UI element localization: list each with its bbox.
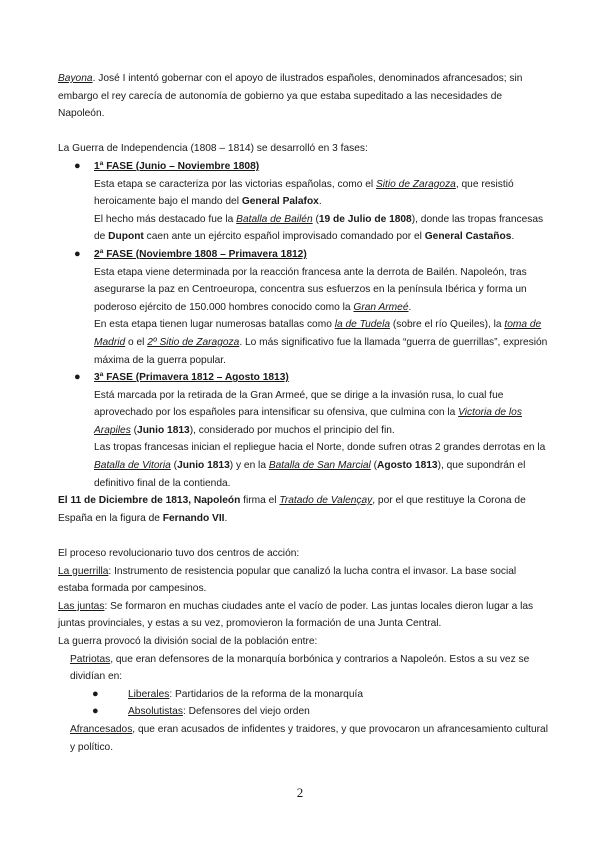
bullet-icon: ● <box>92 687 99 700</box>
intro-paragraph: Bayona. José I intentó gobernar con el apoyo de ilustrados españoles, denominados afrancesados; sin embargo el rey carecía de autonomía de gobierno ya que estaba supeditado a las necesidades de Napoleón. <box>58 73 523 120</box>
phase3-heading: 3ª FASE (Primavera 1812 – Agosto 1813) <box>94 372 289 384</box>
phase1-paragraph1: Esta etapa se caracteriza por las victorias españolas, como el Sitio de Zaragoza, que resistió heroicamente bajo el mando del General Palafox. <box>94 178 514 208</box>
page-content <box>58 70 548 756</box>
phase2-paragraph2: En esta etapa tienen lugar numerosas batallas como la de Tudela (sobre el río Queiles), la toma de Madrid o el 2º Sitio de Zaragoza. Lo más significativo fue la llamada “guerra de guerrillas”, expresión máxima de la guerra popular. <box>94 319 548 366</box>
phase2-body <box>58 264 548 370</box>
treaty-paragraph: El 11 de Diciembre de 1813, Napoleón firma el Tratado de Valençay, por el que restituye la Corona de España en la figura de Fernando VII. <box>58 495 526 524</box>
tratado-valencay-link[interactable]: Tratado de Valençay <box>279 495 373 507</box>
phase3-bullet <box>58 369 548 387</box>
guerrilla-term: La guerrilla <box>58 565 109 577</box>
liberales-item: ● Liberales: Partidarios de la reforma de la monarquía <box>58 686 548 704</box>
liberales-term: Liberales <box>128 688 170 700</box>
phase3-body <box>58 387 548 493</box>
batalla-bailen-link[interactable]: Batalla de Bailén <box>236 213 313 225</box>
tudela-link[interactable]: la de Tudela <box>334 319 391 331</box>
batalla-vitoria-link[interactable]: Batalla de Vitoria <box>94 460 171 472</box>
patriotas-paragraph: Patriotas, que eran defensores de la monarquía borbónica y contrarios a Napoleón. Estos a su vez se dividían en: <box>70 653 530 683</box>
gran-armee-link[interactable]: Gran Armeé <box>353 301 409 313</box>
phase2-bullet <box>58 246 548 264</box>
guerrilla-paragraph: La guerrilla: Instrumento de resistencia popular que canalizó la lucha contra el invasor. La base social estaba formada por campesinos. <box>58 565 517 595</box>
absolutistas-item: ● Absolutistas: Defensores del viejo orden <box>58 703 548 721</box>
afrancesados-term: Afrancesados <box>70 723 133 735</box>
batalla-san-marcial-link[interactable]: Batalla de San Marcial <box>268 460 371 472</box>
patriotas-term: Patriotas <box>70 653 111 665</box>
bullet-icon: ● <box>92 705 99 718</box>
bullet-icon: ● <box>74 371 81 384</box>
phase3-paragraph1: Está marcada por la retirada de la Gran Armeé, que se dirige a la invasión rusa, lo cual fue aprovechado por los españoles para intensificar su ofensiva, que culmina con la Victoria de los Arapiles (Junio 1813), considerado por muchos el principio del fin. <box>94 389 522 436</box>
revolution-intro: El proceso revolucionario tuvo dos centros de acción: <box>58 548 300 560</box>
war-intro: La Guerra de Independencia (1808 – 1814) se desarrolló en 3 fases: <box>58 143 368 155</box>
victoria-arapiles-link[interactable]: Victoria de los Arapiles <box>94 407 522 436</box>
division-paragraph: La guerra provocó la división social de la población entre: <box>58 636 318 647</box>
page-number: 2 <box>296 785 304 800</box>
phase2-heading: 2ª FASE (Noviembre 1808 – Primavera 1812) <box>94 248 307 260</box>
absolutistas-term: Absolutistas <box>128 706 183 718</box>
juntas-paragraph: Las juntas: Se formaron en muchas ciudades ante el vacío de poder. Las juntas locales dieron lugar a las juntas provinciales, y estas a su vez, promovieron la formación de una Junta Central. <box>58 600 534 630</box>
toma-madrid-link[interactable]: toma de Madrid <box>94 319 542 348</box>
phase3-paragraph2: Las tropas francesas inician el repliegue hacia el Norte, donde sufren otras 2 grandes derrotas en la Batalla de Vitoria (Junio 1813) y en la Batalla de San Marcial (Agosto 1813), que supondrán el definitivo final de la contienda. <box>94 442 546 489</box>
bullet-icon: ● <box>74 247 81 260</box>
phase1-body <box>58 176 548 246</box>
phase1-paragraph2: El hecho más destacado fue la Batalla de Bailén (19 de Julio de 1808), donde las tropas francesas de Dupont caen ante un ejército español improvisado comandado por el General Castaños. <box>94 213 544 243</box>
bayona-link[interactable]: Bayona <box>58 73 93 84</box>
phase1-heading: 1ª FASE (Junio – Noviembre 1808) <box>94 160 260 172</box>
afrancesados-paragraph: Afrancesados, que eran acusados de infidentes y traidores, y que provocaron un afrancesamiento cultural y político. <box>70 723 548 753</box>
juntas-term: Las juntas <box>58 600 105 612</box>
segundo-sitio-zaragoza-link[interactable]: 2º Sitio de Zaragoza <box>147 336 240 348</box>
bullet-icon: ● <box>74 159 81 172</box>
sitio-zaragoza-link[interactable]: Sitio de Zaragoza <box>376 178 456 190</box>
phase2-paragraph1: Esta etapa viene determinada por la reacción francesa ante la derrota de Bailén. Napoleón, tras asegurarse la paz en Centroeuropa, concentra sus esfuerzos en la península Ibérica y forma un poderoso ejército de 150.000 hombres conocido como la Gran Armeé. <box>94 266 527 313</box>
phase1-bullet <box>58 158 548 176</box>
